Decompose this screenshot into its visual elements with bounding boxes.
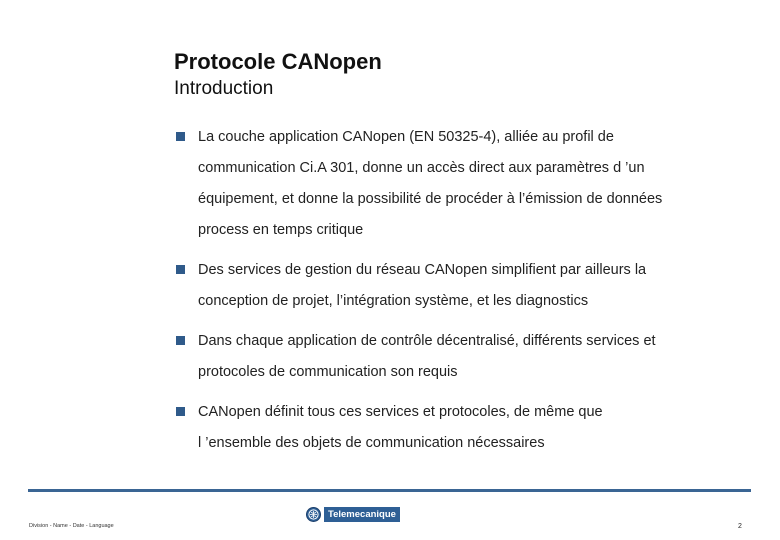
- footer-info: Division - Name - Date - Language: [29, 523, 114, 529]
- bullet-line: communication Ci.A 301, donne un accès direct aux paramètres d ’un: [198, 160, 645, 176]
- bullet-line: équipement, et donne la possibilité de procéder à l’émission de données: [198, 191, 663, 207]
- square-bullet-icon: [176, 265, 185, 274]
- slide-subtitle: Introduction: [174, 78, 274, 99]
- square-bullet-icon: [176, 407, 185, 416]
- footer-divider: [28, 489, 751, 492]
- slide-title: Protocole CANopen: [174, 49, 382, 74]
- company-logo: [306, 506, 408, 523]
- bullet-line: Dans chaque application de contrôle décentralisé, différents services et: [198, 333, 656, 349]
- bullet-item: [174, 326, 754, 388]
- page-number: 2: [738, 523, 742, 530]
- square-bullet-icon: [176, 336, 185, 345]
- bullet-line: process en temps critique: [198, 222, 364, 238]
- bullet-line: protocoles de communication son requis: [198, 364, 458, 380]
- bullet-item: [174, 122, 754, 246]
- bullet-line: CANopen définit tous ces services et protocoles, de même que: [198, 404, 603, 420]
- bullet-line: Des services de gestion du réseau CANopen simplifient par ailleurs la: [198, 262, 647, 278]
- bullet-line: La couche application CANopen (EN 50325-4), alliée au profil de: [198, 129, 614, 145]
- telemecanique-logo-icon: [306, 507, 321, 522]
- logo-wordmark: Telemecanique: [324, 507, 400, 522]
- bullet-line: l ’ensemble des objets de communication nécessaires: [198, 435, 545, 451]
- bullet-list: [174, 122, 754, 459]
- bullet-item: [174, 397, 754, 459]
- bullet-line: conception de projet, l’intégration système, et les diagnostics: [198, 293, 589, 309]
- bullet-item: [174, 255, 754, 317]
- square-bullet-icon: [176, 132, 185, 141]
